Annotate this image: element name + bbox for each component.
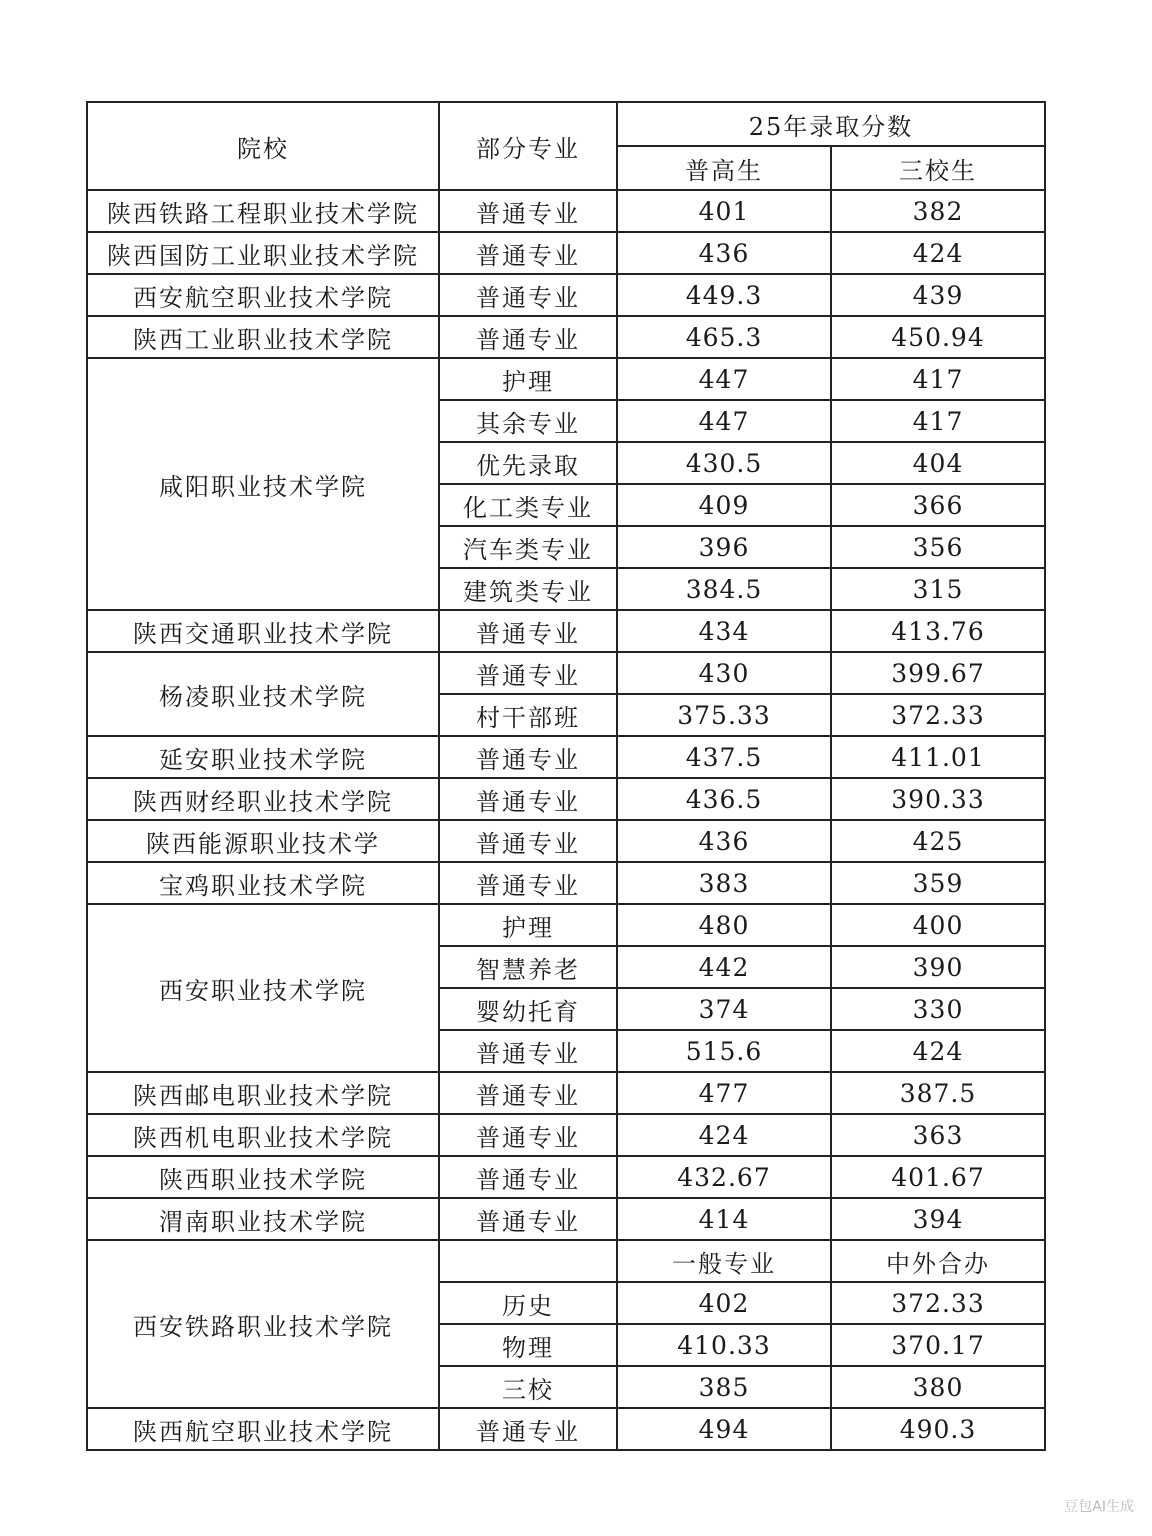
major-cell [439,1240,617,1282]
header-major: 部分专业 [439,102,617,190]
major-cell: 智慧养老 [439,946,617,988]
score-three-school-cell: 413.76 [831,610,1045,652]
major-cell: 普通专业 [439,232,617,274]
school-cell: 陕西邮电职业技术学院 [87,1072,439,1114]
school-cell: 陕西能源职业技术学 [87,820,439,862]
table-row [87,232,1045,274]
score-regular-cell: 447 [617,358,831,400]
score-regular-cell: 401 [617,190,831,232]
score-regular-cell: 447 [617,400,831,442]
school-cell: 杨凌职业技术学院 [87,652,439,736]
score-three-school-cell: 387.5 [831,1072,1045,1114]
table-row [87,1114,1045,1156]
major-cell: 普通专业 [439,1156,617,1198]
score-three-school-cell: 390 [831,946,1045,988]
school-cell: 延安职业技术学院 [87,736,439,778]
major-cell: 普通专业 [439,610,617,652]
score-regular-cell: 434 [617,610,831,652]
major-cell: 普通专业 [439,190,617,232]
subheader-joint-cell: 中外合办 [831,1240,1045,1282]
table-row [87,736,1045,778]
major-cell: 普通专业 [439,736,617,778]
school-cell: 陕西航空职业技术学院 [87,1408,439,1450]
table-row [87,862,1045,904]
score-three-school-cell: 363 [831,1114,1045,1156]
score-three-school-cell: 400 [831,904,1045,946]
table-row [87,1156,1045,1198]
school-cell: 陕西机电职业技术学院 [87,1114,439,1156]
score-three-school-cell: 411.01 [831,736,1045,778]
score-regular-cell: 465.3 [617,316,831,358]
major-cell: 普通专业 [439,652,617,694]
score-three-school-cell: 424 [831,232,1045,274]
major-cell: 普通专业 [439,778,617,820]
major-cell: 护理 [439,358,617,400]
score-regular-cell: 384.5 [617,568,831,610]
score-regular-cell: 375.33 [617,694,831,736]
table-row [87,358,1045,400]
school-cell: 陕西国防工业职业技术学院 [87,232,439,274]
major-cell: 护理 [439,904,617,946]
score-regular-cell: 402 [617,1282,831,1324]
school-cell: 陕西工业职业技术学院 [87,316,439,358]
table-row [87,1198,1045,1240]
subheader-general-cell: 一般专业 [617,1240,831,1282]
score-regular-cell: 494 [617,1408,831,1450]
score-three-school-cell: 425 [831,820,1045,862]
header-score-group: 25年录取分数 [617,102,1045,146]
score-three-school-cell: 372.33 [831,694,1045,736]
score-three-school-cell: 450.94 [831,316,1045,358]
score-regular-cell: 385 [617,1366,831,1408]
score-regular-cell: 432.67 [617,1156,831,1198]
score-three-school-cell: 372.33 [831,1282,1045,1324]
score-three-school-cell: 366 [831,484,1045,526]
score-three-school-cell: 490.3 [831,1408,1045,1450]
score-three-school-cell: 356 [831,526,1045,568]
score-three-school-cell: 417 [831,400,1045,442]
major-cell: 汽车类专业 [439,526,617,568]
school-cell: 西安职业技术学院 [87,904,439,1072]
major-cell: 历史 [439,1282,617,1324]
score-regular-cell: 449.3 [617,274,831,316]
table-row [87,316,1045,358]
score-regular-cell: 374 [617,988,831,1030]
major-cell: 建筑类专业 [439,568,617,610]
score-three-school-cell: 380 [831,1366,1045,1408]
score-three-school-cell: 315 [831,568,1045,610]
score-three-school-cell: 390.33 [831,778,1045,820]
school-cell: 宝鸡职业技术学院 [87,862,439,904]
score-three-school-cell: 401.67 [831,1156,1045,1198]
table-row [87,610,1045,652]
score-three-school-cell: 359 [831,862,1045,904]
major-cell: 物理 [439,1324,617,1366]
score-regular-cell: 515.6 [617,1030,831,1072]
major-cell: 普通专业 [439,1408,617,1450]
school-cell: 渭南职业技术学院 [87,1198,439,1240]
major-cell: 普通专业 [439,1030,617,1072]
major-cell: 婴幼托育 [439,988,617,1030]
major-cell: 优先录取 [439,442,617,484]
score-three-school-cell: 330 [831,988,1045,1030]
major-cell: 其余专业 [439,400,617,442]
header-col-three-school: 三校生 [831,146,1045,190]
table-row [87,652,1045,694]
header-school: 院校 [87,102,439,190]
admission-score-table [86,101,1046,1451]
score-three-school-cell: 399.67 [831,652,1045,694]
score-three-school-cell: 404 [831,442,1045,484]
table-row [87,1408,1045,1450]
table-row [87,1072,1045,1114]
score-three-school-cell: 394 [831,1198,1045,1240]
score-regular-cell: 409 [617,484,831,526]
score-regular-cell: 383 [617,862,831,904]
score-regular-cell: 430.5 [617,442,831,484]
major-cell: 化工类专业 [439,484,617,526]
score-three-school-cell: 417 [831,358,1045,400]
score-regular-cell: 436 [617,232,831,274]
table-row [87,778,1045,820]
score-three-school-cell: 439 [831,274,1045,316]
score-regular-cell: 437.5 [617,736,831,778]
school-cell: 西安航空职业技术学院 [87,274,439,316]
score-three-school-cell: 370.17 [831,1324,1045,1366]
header-col-regular: 普高生 [617,146,831,190]
score-regular-cell: 414 [617,1198,831,1240]
score-regular-cell: 436.5 [617,778,831,820]
score-regular-cell: 424 [617,1114,831,1156]
table-row [87,904,1045,946]
score-regular-cell: 410.33 [617,1324,831,1366]
score-regular-cell: 477 [617,1072,831,1114]
school-cell: 陕西铁路工程职业技术学院 [87,190,439,232]
score-regular-cell: 430 [617,652,831,694]
major-cell: 普通专业 [439,820,617,862]
header-row-1 [87,102,1045,146]
major-cell: 普通专业 [439,274,617,316]
score-three-school-cell: 382 [831,190,1045,232]
school-cell: 西安铁路职业技术学院 [87,1240,439,1408]
score-regular-cell: 480 [617,904,831,946]
watermark: 豆包AI生成 [1064,1499,1134,1515]
major-cell: 普通专业 [439,862,617,904]
major-cell: 三校 [439,1366,617,1408]
table-row [87,190,1045,232]
school-cell: 咸阳职业技术学院 [87,358,439,610]
major-cell: 普通专业 [439,1072,617,1114]
table-row [87,820,1045,862]
major-cell: 普通专业 [439,1198,617,1240]
school-cell: 陕西职业技术学院 [87,1156,439,1198]
score-regular-cell: 442 [617,946,831,988]
school-cell: 陕西交通职业技术学院 [87,610,439,652]
score-three-school-cell: 424 [831,1030,1045,1072]
major-cell: 村干部班 [439,694,617,736]
major-cell: 普通专业 [439,316,617,358]
table-row [87,274,1045,316]
score-regular-cell: 436 [617,820,831,862]
table-row [87,1240,1045,1282]
score-regular-cell: 396 [617,526,831,568]
major-cell: 普通专业 [439,1114,617,1156]
school-cell: 陕西财经职业技术学院 [87,778,439,820]
